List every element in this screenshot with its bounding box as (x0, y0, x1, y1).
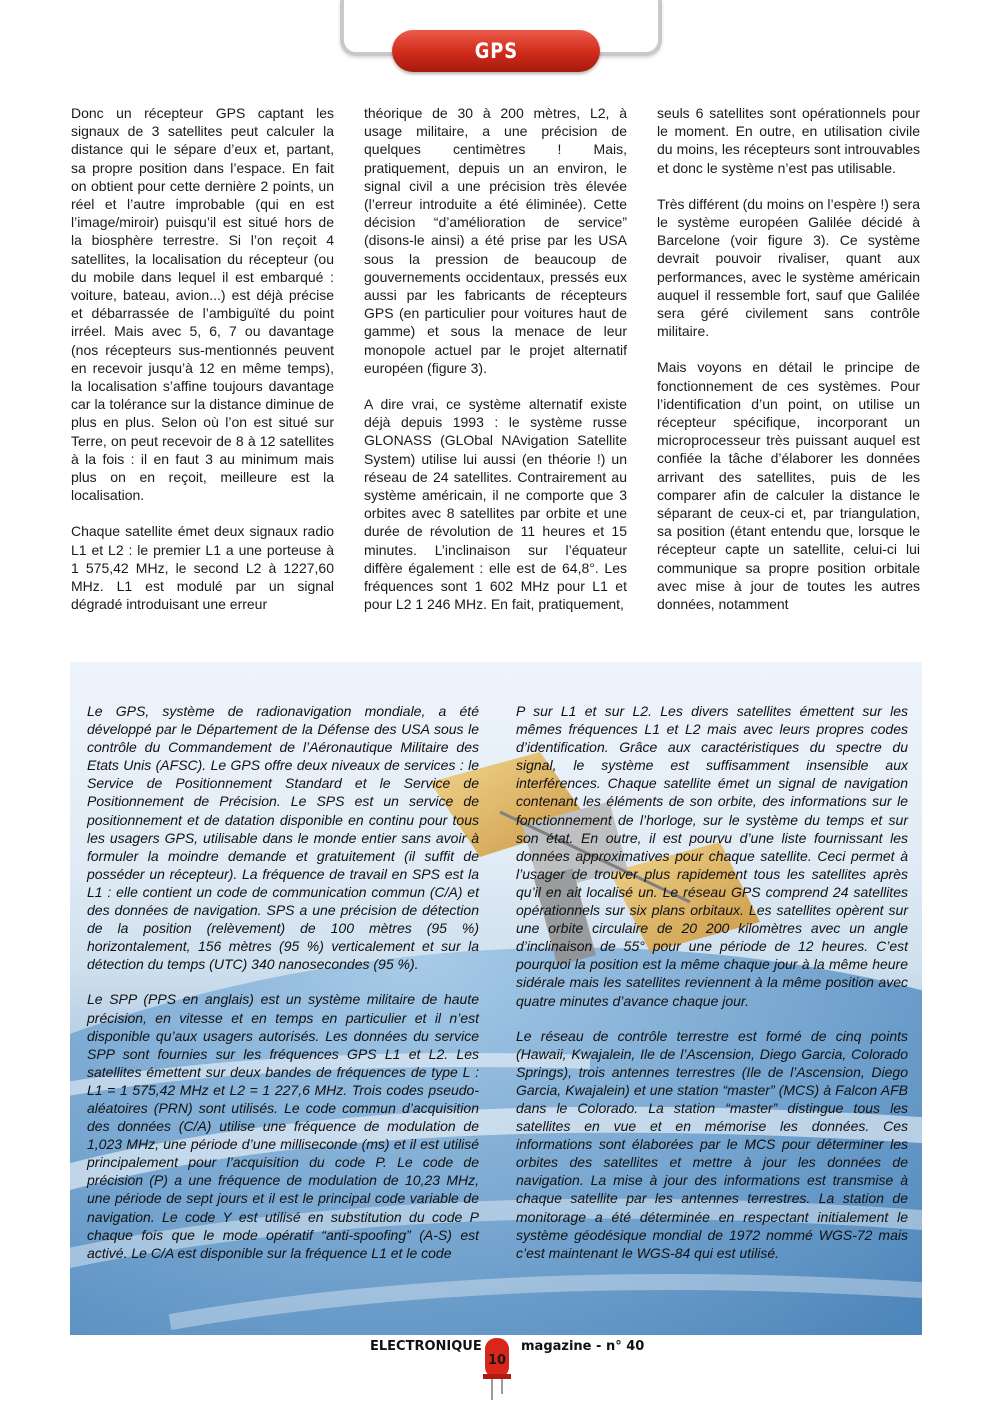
inset-text-left (87, 702, 479, 1279)
paragraph: seuls 6 satellites sont opérationnels pour le moment. En outre, en utilisation civile du moins, les récepteurs sont introuvables et donc le système n’est pas utilisable. (657, 105, 920, 176)
text-column-1 (71, 104, 334, 631)
paragraph: Le réseau de contrôle terrestre est formé de cinq points (Hawaii, Kwajalein, Ile de l’Ascension, Diego Garcia, Colorado Springs), trois antennes terrestres (Ile de l’Ascension, Diego Garcia, Kwajalein) et une station “master” (MCS) à Falcon AFB dans le Colorado. La station “master” distingue tous les satellites en vue et en mémorise les données. Ces informations sont élaborées par le MCS pour déterminer les orbites des satellites et mettre à jour les données de navigation. La mise à jour des informations est transmise à chaque satellite par les antennes terrestres. La station de monitorage a été déterminée en respectant initialement le système géodésique mondial de 1972 nommé WGS-72 mais c’est maintenant le WGS-84 qui est utilisé. (516, 1027, 908, 1261)
paragraph: Mais voyons en détail le principe de fonctionnement de ces systèmes. Pour l’identification d’un point, on utilise un récepteur spécifique, incorporant un microprocesseur très puissant auquel est confiée la tâche d’élaborer les données arrivant des satellites, puis de les comparer afin de calculer la distance le séparant de ceux-ci et, par triangulation, sa position (étant entendu que, lorsque le récepteur capte un satellite, celui-ci lui communique sa propre position orbitale avec mise à jour de toutes les autres données, notamment (657, 359, 920, 613)
footer-title-left: ELECTRONIQUE (370, 1339, 482, 1354)
logo-number: 10 (487, 1353, 507, 1368)
text-column-3 (657, 104, 920, 631)
paragraph: Le GPS, système de radionavigation mondiale, a été développé par le Département de la Défense des USA sous le contrôle du Commandement de l’Aéronautique Militaire des Etats Unis (AFSC). Le GPS offre deux niveaux de services : le Service de Positionnement Standard et le Service de Positionnement de Précision. Le SPS est un service de positionnement et de datation disponible en continu pour tous les usagers GPS, utilisable dans le monde entier sans avoir à formuler la moindre demande et gratuitement (il suffit de posséder un récepteur). La fréquence de travail en SPS est la L1 : elle contient un code de communication commun (C/A) et des données de navigation. SPS a une précision de détection de la position (relèvement) de 100 mètres (95 %) horizontalement, 156 mètres (95 %) verticalement et sur la détection du temps (UTC) 340 nanosecondes (95 %). (87, 703, 479, 973)
section-label: GPS (474, 39, 518, 63)
paragraph: Chaque satellite émet deux signaux radio L1 et L2 : le premier L1 a une porteuse à 1 575,42 MHz, le second L2 à 1227,60 MHz. L1 est modulé par un signal dégradé introduisant une erreur (71, 523, 334, 613)
footer-issue: magazine - n° 40 (521, 1339, 645, 1354)
paragraph: Donc un récepteur GPS captant les signaux de 3 satellites peut calculer la distance qui le sépare d’eux et, partant, sa propre position dans l’espace. En fait on obtient pour cette dernière 2 points, un réel et l’autre improbable (qui en est l’image/miroir) puisqu’il est situé hors de la biosphère terrestre. Si l’on reçoit 4 satellites, la localisation du récepteur (ou du mobile dans lequel il est embarqué : voiture, bateau, avion...) est déjà précise et débarrassée de l’ambiguïté du point irréel. Mais avec 5, 6, 7 ou davantage (nos récepteurs sus-mentionnés peuvent en recevoir jusqu’à 12 en même temps), la localisation s’affine toujours davantage car la tolérance sur la distance diminue de plus en plus. Selon où l’on est situé sur Terre, on peut recevoir de 8 à 12 satellites à la fois : il en faut 3 au minimum mais plus on en reçoit, meilleure est la localisation. (71, 105, 334, 504)
page-footer (0, 1336, 992, 1404)
paragraph: Le SPP (PPS en anglais) est un système militaire de haute précision, en vitesse et en temps en particulier et il n’est disponible qu’aux usagers autorisés. Les données du service SPP sont fournies sur les fréquences GPS L1 et L2. Les satellites émettent sur deux bandes de fréquences de type L : L1 = 1 575,42 MHz et L2 = 1 227,6 MHz. Trois codes pseudo-aléatoires (PRN) sont utilisés. Le code commun d’acquisition des données (C/A) utilise une fréquence de modulation de 1,023 MHz, une période d’une milliseconde (ms) et il est utilisé principalement pour l’acquisition du code P. Le code de précision (P) a une fréquence de modulation de 10,23 MHz, une période de sept jours et il est le principal code variable de navigation. Le code Y est utilisé en substitution du code P chaque fois que le mode opératif “anti-spoofing” (A-S) est activé. Le C/A est disponible sur la fréquence L1 et le code (87, 991, 479, 1261)
paragraph: P sur L1 et sur L2. Les divers satellites émettent sur les mêmes fréquences L1 et L2 mais avec leurs propres codes d’identification. Grâce aux caractéristiques du spectre du signal, le système est suffisamment insensible aux interférences. Chaque satellite émet un signal de navigation contenant les éléments de son orbite, des informations sur le fonctionnement de l’horloge, sur le système du temps et sur son état. En outre, il est pourvu d’une liste fournissant les données approximatives pour chaque satellite. Ceci permet à l’usager de trouver plus rapidement tous les satellites après qu’il en ait localisé un. Le réseau GPS comprend 24 satellites opérationnels sur six plans orbitaux. Les satellites opèrent sur une orbite circulaire de 20 200 kilomètres avec un angle d’inclinaison de 55° pour une période de 12 heures. C’est pourquoi la position est la même chaque jour à la même heure sidérale mais les satellites reviennent à la même position avec quatre minutes d’avance chaque jour. (516, 703, 908, 1009)
inset-text-right (516, 702, 908, 1279)
led-logo-icon (482, 1336, 512, 1402)
paragraph: Très différent (du moins on l’espère !) sera le système européen Galilée décidé à Barcelone (voir figure 3). Ce système devrait pouvoir rivaliser, quant aux performances, avec le système américain auquel il ressemble fort, sauf que Galilée sera géré civilement sans contrôle militaire. (657, 195, 921, 340)
text-column-2 (364, 104, 627, 631)
paragraph: A dire vrai, ce système alternatif existe déjà depuis 1993 : le système russe GLONASS (GLObal NAvigation Satellite System) utilise lui aussi (en théorie !) un réseau de 24 satellites. Contrairement au système américain, il ne comporte que 3 orbites avec 8 satellites par orbite et une durée de révolution de 11 heures et 15 minutes. L’inclinaison sur l’équateur diffère également : elle est de 64,8°. Les fréquences sont 1 602 MHz pour L1 et pour L2 1 246 MHz. En fait, pratiquement, (364, 396, 627, 613)
section-header-badge (392, 30, 600, 72)
paragraph: théorique de 30 à 200 mètres, L2, à usage militaire, a une précision de quelques centimètres ! Mais, pratiquement, depuis un an environ, le signal civil a une précision très élevée (l’erreur introduite a été éliminée). Cette décision “d’amélioration de service” (disons-le ainsi) a été prise par les USA sous la pression de beaucoup de gouvernements occidentaux, pressés eux aussi par les fabricants de récepteurs GPS (en particulier pour voitures haut de gamme) et sous la menace de leur monopole actuel par le projet alternatif européen (figure 3). (364, 105, 627, 376)
sidebar-box (70, 662, 922, 1335)
